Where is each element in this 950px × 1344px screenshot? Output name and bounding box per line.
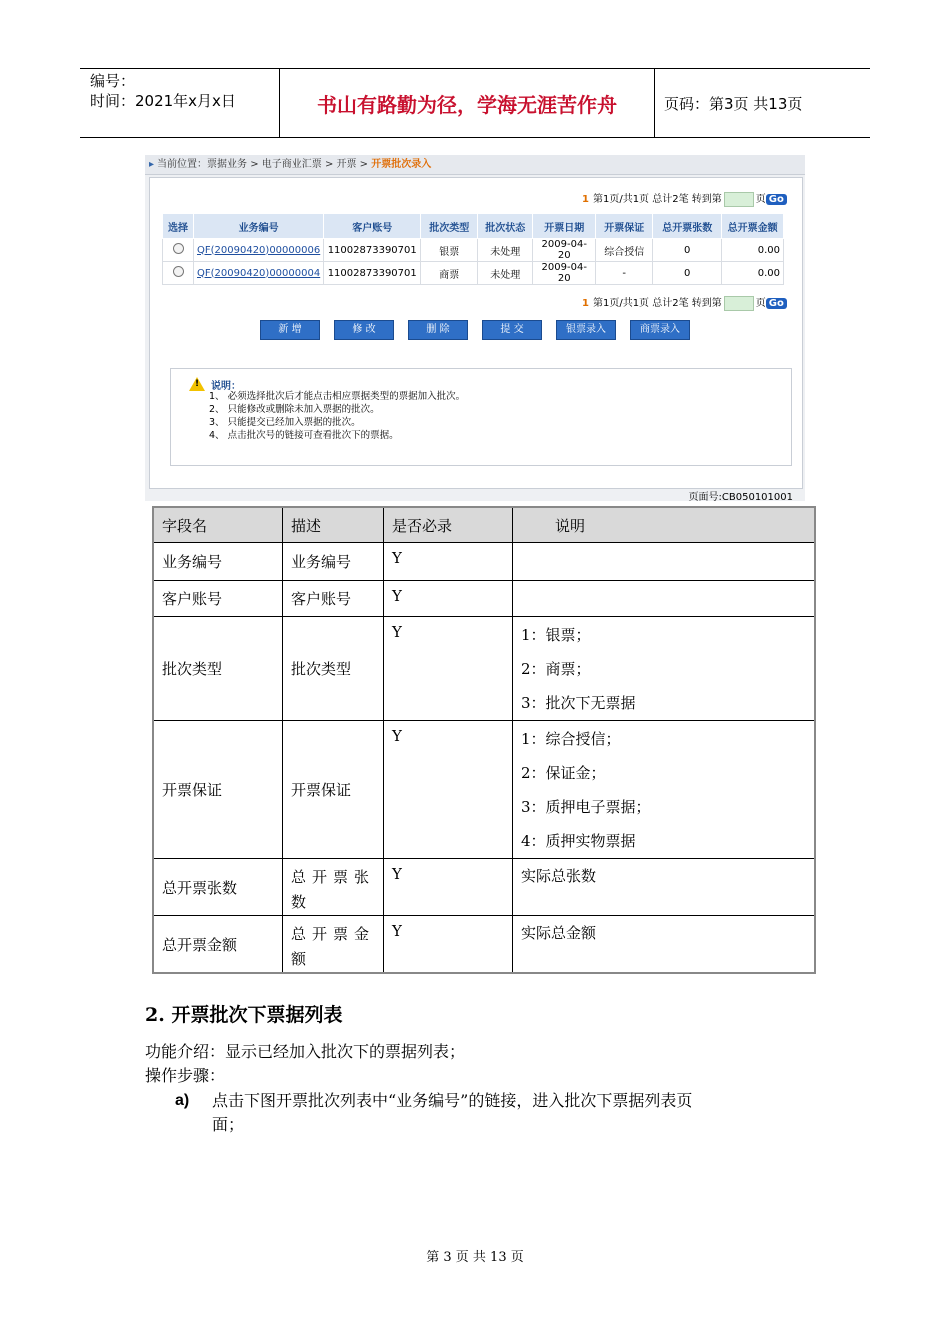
cell-batch-status: 未处理 <box>478 262 533 285</box>
cell-guarantee: 综合授信 <box>596 239 653 262</box>
table-row <box>163 262 784 285</box>
section-intro: 功能介绍：显示已经加入批次下的票据列表； <box>145 1042 466 1061</box>
pager-suffix: 页 <box>755 298 766 309</box>
field-name: 总开票金额 <box>153 916 283 974</box>
steps-label: 操作步骤： <box>145 1066 226 1085</box>
table-row <box>163 239 784 262</box>
pager-current: 1 <box>582 298 589 309</box>
cell-batch-type: 银票 <box>421 239 478 262</box>
cell-date: 2009-04-20 <box>533 239 596 262</box>
notice-title: 说明： <box>211 381 241 392</box>
field-name: 总开票张数 <box>153 859 283 916</box>
col-batch-status: 批次状态 <box>478 214 533 239</box>
submit-button[interactable]: 提 交 <box>482 320 542 340</box>
field-notes <box>513 581 816 617</box>
batch-table-header <box>163 214 784 239</box>
go-button[interactable]: Go <box>766 298 787 309</box>
notice-line: 3、 只能提交已经加入票据的批次。 <box>209 417 361 428</box>
field-name: 业务编号 <box>153 543 283 581</box>
field-notes <box>513 617 816 721</box>
header-page-label: 页码：第3页 共13页 <box>664 94 803 113</box>
col-batch-type: 批次类型 <box>421 214 478 239</box>
page-jump-input[interactable] <box>724 296 754 311</box>
col-count: 总开票张数 <box>653 214 722 239</box>
field-desc: 批次类型 <box>283 617 384 721</box>
pager-text: 第1页/共1页 总计2笔 转到第 <box>592 194 722 205</box>
row-radio-cell[interactable] <box>163 262 194 285</box>
col-date: 开票日期 <box>533 214 596 239</box>
col-business-no: 业务编号 <box>194 214 324 239</box>
note-line: 1：银票； <box>521 625 591 644</box>
notice-lines <box>209 390 465 442</box>
header-notes: 说明 <box>513 507 816 543</box>
select-radio[interactable] <box>173 243 184 254</box>
table-row <box>153 543 815 581</box>
time-label: 时间：2021年x月x日 <box>90 92 236 110</box>
number-label: 编号： <box>90 72 136 90</box>
field-name: 客户账号 <box>153 581 283 617</box>
field-desc: 开票保证 <box>283 721 384 859</box>
pager-current: 1 <box>582 194 589 205</box>
bank-bill-entry-button[interactable]: 银票录入 <box>556 320 616 340</box>
note-line: 2：保证金； <box>521 763 606 782</box>
row-radio-cell[interactable] <box>163 239 194 262</box>
field-required: Y <box>384 721 513 859</box>
breadcrumb <box>145 155 805 175</box>
field-required: Y <box>384 543 513 581</box>
cell-date: 2009-04-20 <box>533 262 596 285</box>
field-desc: 客户账号 <box>283 581 384 617</box>
business-no-link[interactable]: QF(20090420)00000004 <box>194 262 324 285</box>
content-panel <box>149 177 803 489</box>
col-select: 选择 <box>163 214 194 239</box>
field-notes: 实际总张数 <box>513 859 816 916</box>
select-radio[interactable] <box>173 266 184 277</box>
notice-line: 1、 必须选择批次后才能点击相应票据类型的票据加入批次。 <box>209 391 466 402</box>
note-line: 4：质押实物票据 <box>521 831 636 850</box>
field-required: Y <box>384 859 513 916</box>
field-notes <box>513 543 816 581</box>
note-line: 1：综合授信； <box>521 729 621 748</box>
cell-count: 0 <box>653 262 722 285</box>
section-heading: 2. 开票批次下票据列表 <box>145 1004 343 1026</box>
pager-text: 第1页/共1页 总计2笔 转到第 <box>592 298 722 309</box>
header-description: 描述 <box>283 507 384 543</box>
page-id: 页面号:CB050101001 <box>688 492 793 503</box>
edit-button[interactable]: 修 改 <box>334 320 394 340</box>
table-row <box>153 859 815 916</box>
field-required: Y <box>384 916 513 974</box>
cell-account: 11002873390701 <box>324 239 421 262</box>
cell-guarantee: - <box>596 262 653 285</box>
step-a-marker: a) <box>175 1092 190 1109</box>
col-account: 客户账号 <box>324 214 421 239</box>
page-footer: 第 3 页 共 13 页 <box>426 1250 524 1265</box>
page-header <box>80 68 870 138</box>
note-line: 3：批次下无票据 <box>521 693 636 712</box>
field-name: 批次类型 <box>153 617 283 721</box>
cell-amount: 0.00 <box>722 262 784 285</box>
action-buttons <box>150 320 802 342</box>
notice-box <box>170 368 792 466</box>
breadcrumb-arrow-icon: ▸ <box>149 159 155 170</box>
table-row <box>153 721 815 859</box>
col-guarantee: 开票保证 <box>596 214 653 239</box>
notice-line: 4、 点击批次号的链接可查看批次下的票据。 <box>209 430 399 441</box>
batch-table <box>162 213 784 285</box>
table-row <box>153 916 815 974</box>
business-no-link[interactable]: QF(20090420)00000006 <box>194 239 324 262</box>
step-a-line2: 面； <box>212 1115 245 1134</box>
note-line: 3：质押电子票据； <box>521 797 651 816</box>
table-row <box>153 617 815 721</box>
field-desc: 总开票张数 <box>283 859 384 916</box>
col-amount: 总开票金额 <box>722 214 784 239</box>
cell-account: 11002873390701 <box>324 262 421 285</box>
field-required: Y <box>384 617 513 721</box>
go-button[interactable]: Go <box>766 194 787 205</box>
header-required: 是否必录 <box>384 507 513 543</box>
table-row <box>153 581 815 617</box>
cell-amount: 0.00 <box>722 239 784 262</box>
cell-count: 0 <box>653 239 722 262</box>
header-field-name: 字段名 <box>153 507 283 543</box>
field-required: Y <box>384 581 513 617</box>
add-button[interactable]: 新 增 <box>260 320 320 340</box>
field-notes: 实际总金额 <box>513 916 816 974</box>
field-desc: 总开票金额 <box>283 916 384 974</box>
field-name: 开票保证 <box>153 721 283 859</box>
breadcrumb-current: 开票批次录入 <box>371 159 432 170</box>
fields-table-header <box>153 507 815 543</box>
note-line: 2：商票； <box>521 659 591 678</box>
delete-button[interactable]: 删 除 <box>408 320 468 340</box>
page-jump-input[interactable] <box>724 192 754 207</box>
commercial-bill-entry-button[interactable]: 商票录入 <box>630 320 690 340</box>
header-meta <box>80 69 280 137</box>
pager-bottom <box>582 294 787 311</box>
notice-line: 2、 只能修改或删除未加入票据的批次。 <box>209 404 380 415</box>
fields-table <box>152 506 816 974</box>
cell-batch-status: 未处理 <box>478 239 533 262</box>
field-desc: 业务编号 <box>283 543 384 581</box>
field-notes <box>513 721 816 859</box>
pager-suffix: 页 <box>755 194 766 205</box>
pager-top <box>582 190 787 207</box>
step-a-line1: 点击下图开票批次列表中“业务编号”的链接，进入批次下票据列表页 <box>212 1091 693 1110</box>
embedded-screenshot <box>145 155 805 501</box>
warning-icon-mark: ! <box>195 379 200 389</box>
cell-batch-type: 商票 <box>421 262 478 285</box>
header-motto: 书山有路勤为径，学海无涯苦作舟 <box>280 69 655 137</box>
breadcrumb-path: 当前位置：票据业务 > 电子商业汇票 > 开票 > <box>157 159 372 170</box>
